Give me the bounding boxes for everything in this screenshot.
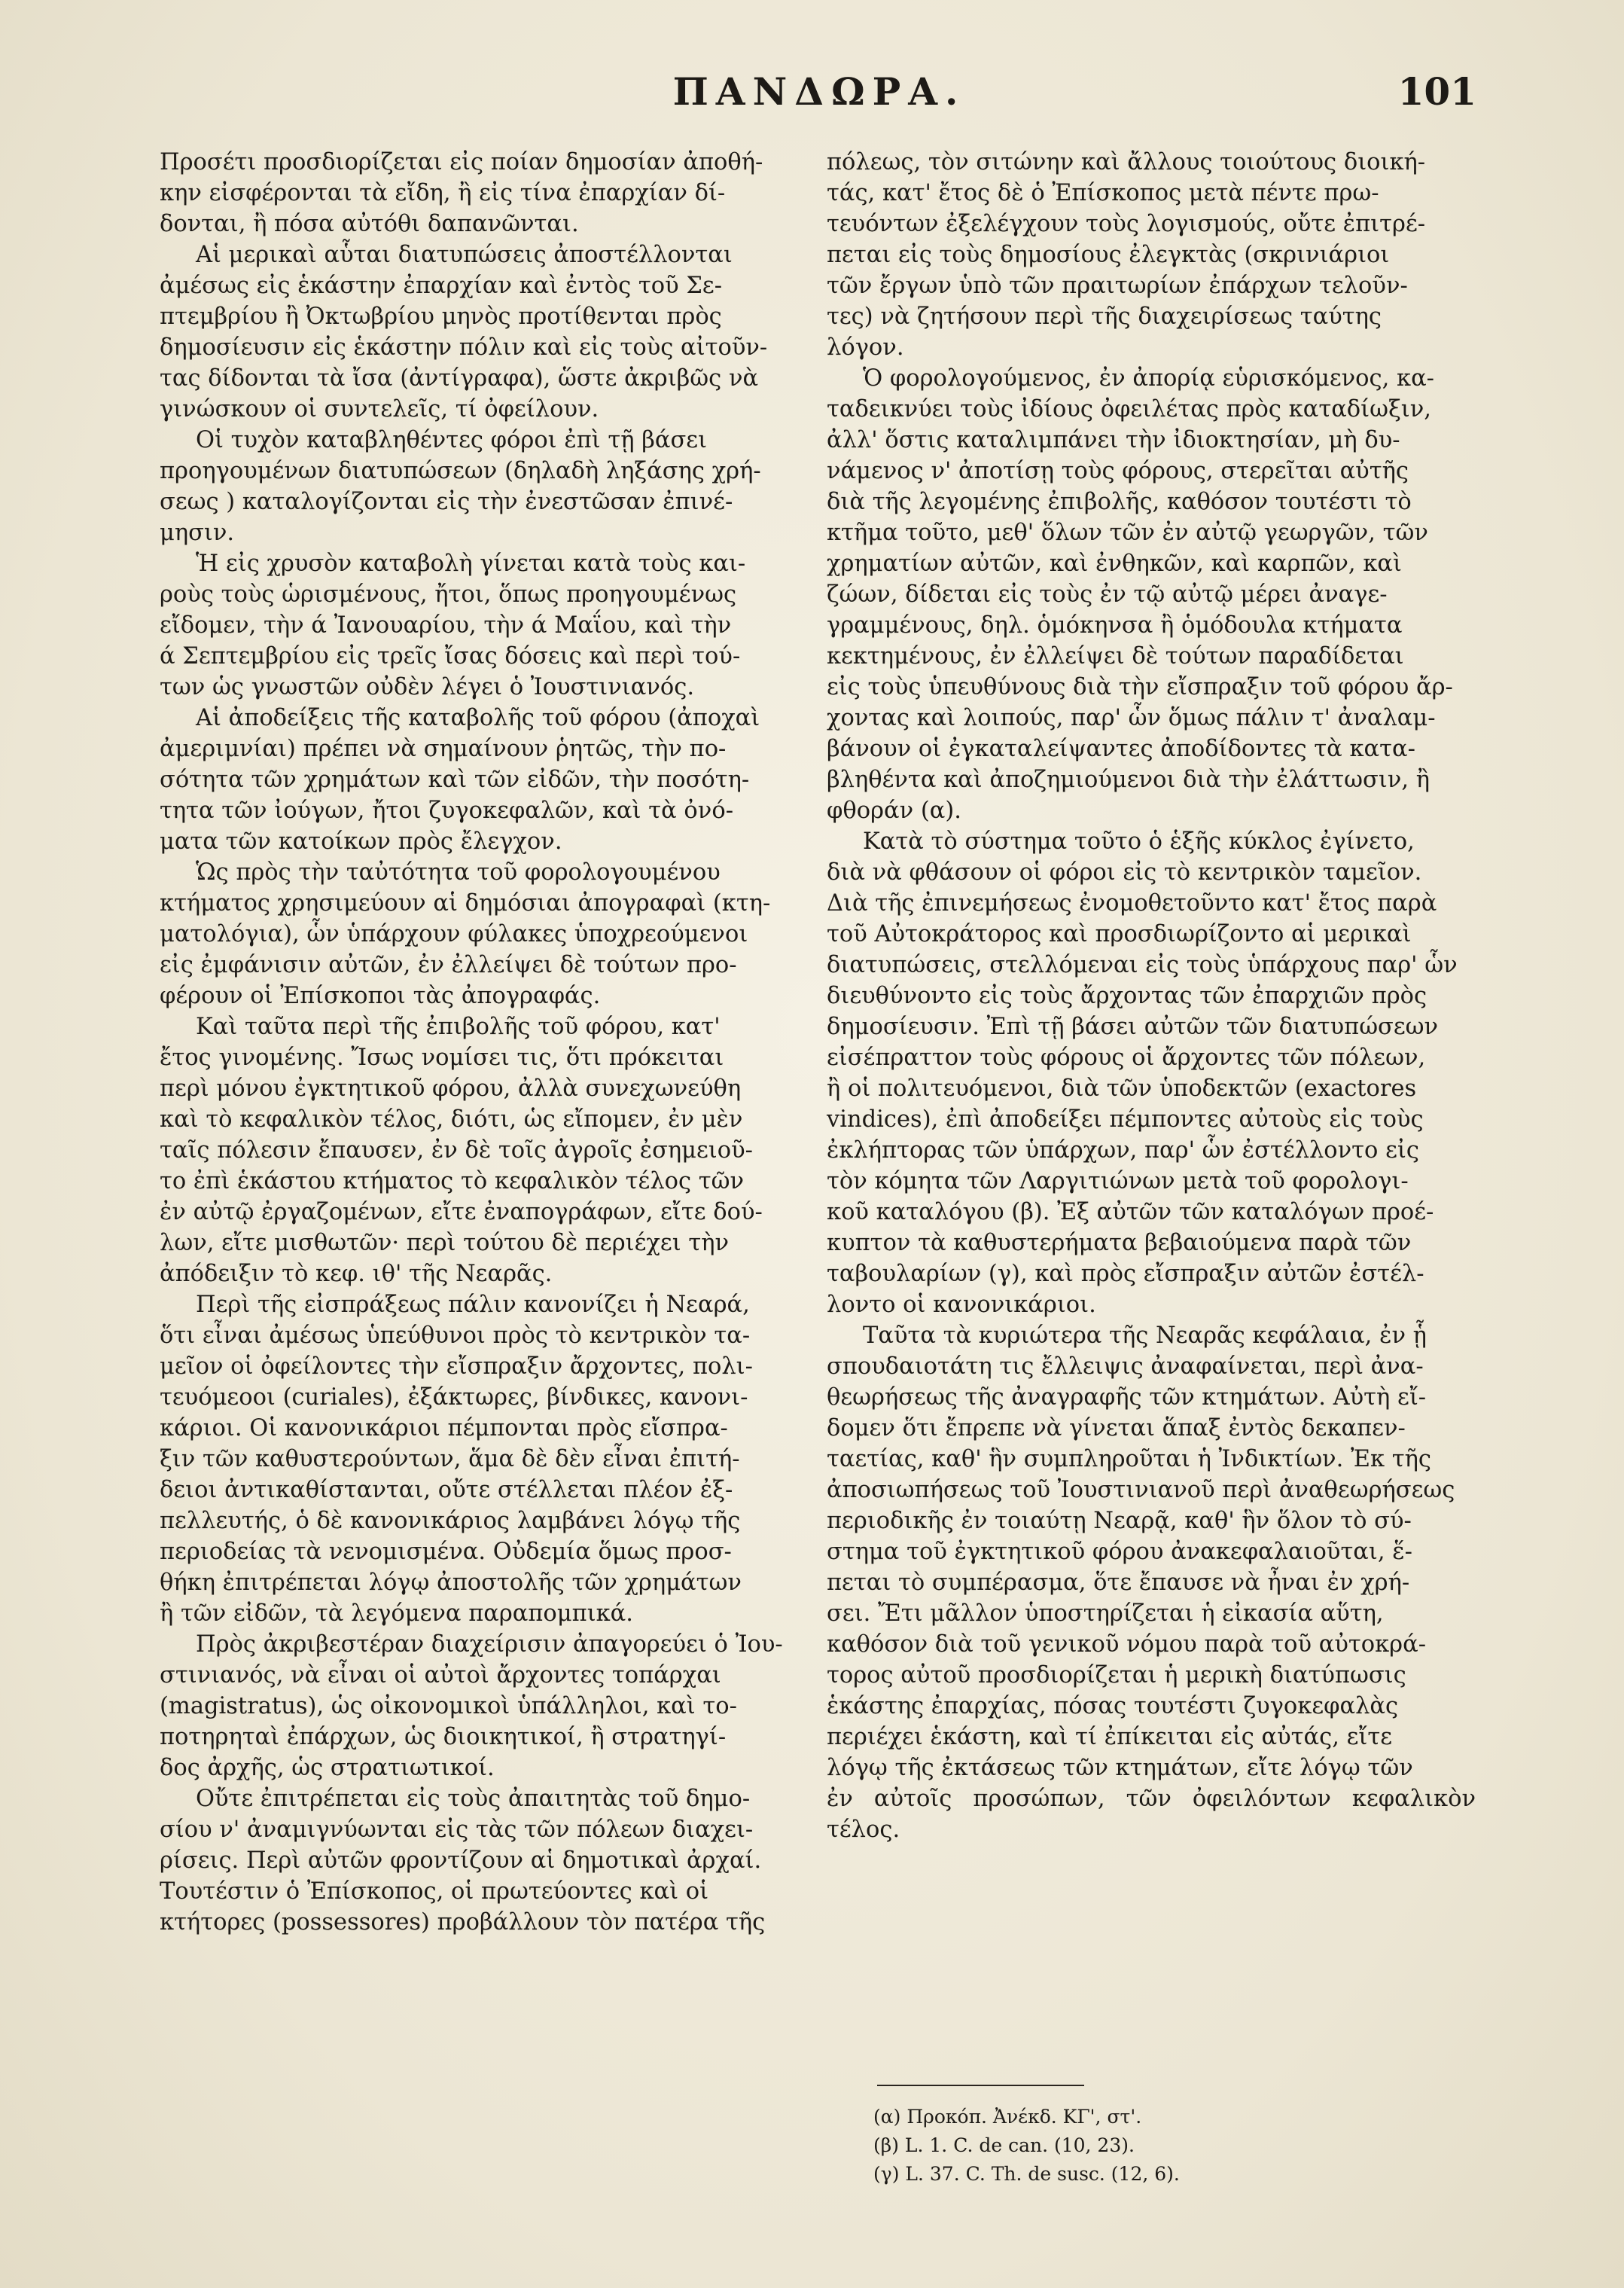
footnote: (β) L. 1. C. de can. (10, 23). [873,2134,1135,2156]
paragraph: Αἱ μερικαὶ αὗται διατυπώσεις ἀποστέλλονται ἀμέσως εἰς ἑκάστην ἐπαρχίαν καὶ ἐντὸς τοῦ Σε- πτεμβρίου ἢ Ὀκτωβρίου μηνὸς προτίθενται πρὸς δημοσίευσιν εἰς ἑκάστην πόλιν καὶ εἰς τοὺς αἰτοῦν- τας δίδονται τὰ ἴσα (ἀντίγραφα), ὥστε ἀκριβῶς νὰ γινώσκουν οἱ συντελεῖς, τί ὀφείλουν. [160,242,768,423]
paragraph: πόλεως, τὸν σιτώνην καὶ ἄλλους τοιούτους διοική- τάς, κατ' ἔτος δὲ ὁ Ἐπίσκοπος μετὰ πέντε πρω- τευόντων ἐξελέγχουν τοὺς λογισμούς, οὔτε ἐπιτρέ- πεται εἰς τοὺς δημοσίους ἐλεγκτὰς (σκρινιάριοι τῶν ἔργων ὑπὸ τῶν πραιτωρίων ἐπάρχων τελοῦν- τες) νὰ ζητήσουν περὶ τῆς διαχειρίσεως ταύτης λόγον. [827,149,1426,361]
paragraph: Αἱ ἀποδείξεις τῆς καταβολῆς τοῦ φόρου (ἀποχαὶ ἀμεριμνίαι) πρέπει νὰ σημαίνουν ῥητῶς, τὴν πο- σότητα τῶν χρημάτων καὶ τῶν εἰδῶν, τὴν ποσότη- τητα τῶν ἰούγων, ἤτοι ζυγοκεφαλῶν, καὶ τὰ ὀνό- ματα τῶν κατοίκων πρὸς ἔλεγχον. [160,705,760,855]
paragraph: Κατὰ τὸ σύστημα τοῦτο ὁ ἑξῆς κύκλος ἐγίνετο, διὰ νὰ φθάσουν οἱ φόροι εἰς τὸ κεντρικὸν ταμεῖον. Διὰ τῆς ἐπινεμήσεως ἐνομοθετοῦντο κατ' ἔτος παρὰ τοῦ Αὐτοκράτορος καὶ προσδιωρίζοντο αἱ μερικαὶ διατυπώσεις, στελλόμεναι εἰς τοὺς ὑπάρχους παρ' ὧν διευθύνοντο εἰς τοὺς ἄρχοντας τῶν ἐπαρχιῶν πρὸς δημοσίευσιν. Ἐπὶ τῇ βάσει αὐτῶν τῶν διατυπώσεων εἰσέπραττον τοὺς φόρους οἱ ἄρχοντες τῶν πόλεων, ἢ οἱ πολιτευόμενοι, διὰ τῶν ὑποδεκτῶν (exactores vindices), ἐπὶ ἀποδείξει πέμποντες αὐτοὺς εἰς τοὺς ἐκλήπτορας τῶν ὑπάρχων, παρ' ὧν ἐστέλλοντο εἰς τὸν κόμητα τῶν Λαργιτιώνων μετὰ τοῦ φορολογι- κοῦ καταλόγου (β). Ἐξ αὐτῶν τῶν καταλόγων προέ- κυπτον τὰ καθυστερήματα βεβαιούμενα παρὰ τῶν ταβουλαρίων (γ), καὶ πρὸς εἴσπραξιν αὐτῶν ἐστέλ- λοντο οἱ κανονικάριοι. [827,828,1458,1318]
footnote: (α) Προκόπ. Ἀνέκδ. ΚΓ', στ'. [873,2106,1142,2128]
paragraph: Πρὸς ἀκριβεστέραν διαχείρισιν ἀπαγορεύει ὁ Ἰου- στινιανός, νὰ εἶναι οἱ αὐτοὶ ἄρχοντες τοπάρχαι (magistratus), ὡς οἰκονομικοὶ ὑπάλληλοι, καὶ το- ποτηρηταὶ ἐπάρχων, ὡς διοικητικοί, ἢ στρατηγί- δος ἀρχῆς, ὡς στρατιωτικοί. [160,1631,783,1781]
left-column [160,147,835,1938]
paragraph: Καὶ ταῦτα περὶ τῆς ἐπιβολῆς τοῦ φόρου, κατ' ἔτος γινομένης. Ἴσως νομίσει τις, ὅτι πρόκειται περὶ μόνου ἐγκτητικοῦ φόρου, ἀλλὰ συνεχωνεύθη καὶ τὸ κεφαλικὸν τέλος, διότι, ὡς εἴπομεν, ἐν μὲν ταῖς πόλεσιν ἔπαυσεν, ἐν δὲ τοῖς ἀγροῖς ἐσημειοῦ- το ἐπὶ ἑκάστου κτήματος τὸ κεφαλικὸν τέλος τῶν ἐν αὐτῷ ἐργαζομένων, εἴτε ἐναπογράφων, εἴτε δού- λων, εἴτε μισθωτῶν· περὶ τούτου δὲ περιέχει τὴν ἀπόδειξιν τὸ κεφ. ιθ' τῆς Νεαρᾶς. [160,1014,763,1287]
paragraph: Ἡ εἰς χρυσὸν καταβολὴ γίνεται κατὰ τοὺς και- ροὺς τοὺς ὡρισμένους, ἤτοι, ὅπως προηγουμένως εἴδομεν, τὴν ά Ἰανουαρίου, τὴν ά Μαΐου, καὶ τὴν ά Σεπτεμβρίου εἰς τρεῖς ἴσας δόσεις καὶ περὶ τού- των ὡς γνωστῶν οὐδὲν λέγει ὁ Ἰουστινιανός. [160,551,746,700]
paragraph: Ὡς πρὸς τὴν ταὐτότητα τοῦ φορολογουμένου κτήματος χρησιμεύουν αἱ δημόσιαι ἀπογραφαὶ (κτη- ματολόγια), ὧν ὑπάρχουν φύλακες ὑποχρεούμενοι εἰς ἐμφάνισιν αὐτῶν, ἐν ἐλλείψει δὲ τούτων προ- φέρουν οἱ Ἐπίσκοποι τὰς ἀπογραφάς. [160,859,771,1009]
page-header [162,69,1476,122]
paragraph: Οὔτε ἐπιτρέπεται εἰς τοὺς ἀπαιτητὰς τοῦ δημο- σίου ν' ἀναμιγνύωνται εἰς τὰς τῶν πόλεων διαχει- ρίσεις. Περὶ αὐτῶν φροντίζουν αἱ δημοτικαὶ ἀρχαί. Τουτέστιν ὁ Ἐπίσκοπος, οἱ πρωτεύοντες καὶ οἱ κτήτορες (possessores) προβάλλουν τὸν πατέρα τῆς [160,1786,766,1936]
paragraph: Οἱ τυχὸν καταβληθέντες φόροι ἐπὶ τῇ βάσει προηγουμένων διατυπώσεων (δηλαδὴ ληξάσης χρή- σεως ) καταλογίζονται εἰς τὴν ἐνεστῶσαν ἐπινέ- μησιν. [160,427,761,546]
journal-title: ΠΑΝΔΩΡΑ. [672,69,966,114]
paragraph: Ταῦτα τὰ κυριώτερα τῆς Νεαρᾶς κεφάλαια, ἐν ᾗ σπουδαιοτάτη τις ἔλλειψις ἀναφαίνεται, περὶ ἀνα- θεωρήσεως τῆς ἀναγραφῆς τῶν κτημάτων. Αὐτὴ εἴ- δομεν ὅτι ἔπρεπε νὰ γίνεται ἅπαξ ἐντὸς δεκαπεν- ταετίας, καθ' ἣν συμπληροῦται ἡ Ἰνδικτίων. Ἐκ τῆς ἀποσιωπήσεως τοῦ Ἰουστινιανοῦ περὶ ἀναθεωρήσεως περιοδικῆς ἐν τοιαύτῃ Νεαρᾷ, καθ' ἣν ὅλον τὸ σύ- στημα τοῦ ἐγκτητικοῦ φόρου ἀνακεφαλαιοῦται, ἕ- πεται τὸ συμπέρασμα, ὅτε ἔπαυσε νὰ ἦναι ἐν χρή- σει. Ἔτι μᾶλλον ὑποστηρίζεται ἡ εἰκασία αὕτη, καθόσον διὰ τοῦ γενικοῦ νόμου παρὰ τοῦ αὐτοκρά- τορος αὐτοῦ προσδιορίζεται ἡ μερικὴ διατύπωσις ἑκάστης ἐπαρχίας, πόσας τουτέστι ζυγοκεφαλὰς περιέχει ἑκάστη, καὶ τί ἐπίκειται εἰς αὐτάς, εἴτε λόγῳ τῆς ἐκτάσεως τῶν κτημάτων, εἴτε λόγῳ τῶν ἐν αὐτοῖς προσώπων, τῶν ὀφειλόντων κεφαλικὸν τέλος. [827,1322,1476,1843]
paragraph: Περὶ τῆς εἰσπράξεως πάλιν κανονίζει ἡ Νεαρά, ὅτι εἶναι ἀμέσως ὑπεύθυνοι πρὸς τὸ κεντρικὸν τα- μεῖον οἱ ὀφείλοντες τὴν εἴσπραξιν ἄρχοντες, πολι- τευόμεοοι (curiales), ἐξάκτωρες, βίνδικες, κανονι- κάριοι. Οἱ κανονικάριοι πέμπονται πρὸς εἴσπρα- ξιν τῶν καθυστερούντων, ἅμα δὲ δὲν εἶναι ἐπιτή- δειοι ἀντικαθίστανται, οὔτε στέλλεται πλέον ἐξ- πελλευτής, ὁ δὲ κανονικάριος λαμβάνει λόγῳ τῆς περιοδείας τὰ νενομισμένα. Οὐδεμία ὅμως προσ- θήκη ἐπιτρέπεται λόγῳ ἀποστολῆς τῶν χρημάτων ἢ τῶν εἰδῶν, τὰ λεγόμενα παραπομπικά. [160,1292,753,1627]
footnotes [873,2103,1400,2189]
page-number: 101 [1397,69,1476,114]
paragraph: Ὁ φορολογούμενος, ἐν ἀπορίᾳ εὑρισκόμενος, κα- ταδεικνύει τοὺς ἰδίους ὀφειλέτας πρὸς καταδίωξιν, ἀλλ' ὅστις καταλιμπάνει τὴν ἰδιοκτησίαν, μὴ δυ- νάμενος ν' ἀποτίσῃ τοὺς φόρους, στερεῖται αὐτῆς διὰ τῆς λεγομένης ἐπιβολῆς, καθόσον τουτέστι τὸ κτῆμα τοῦτο, μεθ' ὅλων τῶν ἐν αὐτῷ γεωργῶν, τῶν χρηματίων αὐτῶν, καὶ ἐνθηκῶν, καὶ καρπῶν, καὶ ζώων, δίδεται εἰς τοὺς ἐν τῷ αὐτῷ μέρει ἀναγε- γραμμένους, δηλ. ὁμόκηνσα ἢ ὁμόδουλα κτήματα κεκτημένους, ἐν ἐλλείψει δὲ τούτων παραδίδεται εἰς τοὺς ὑπευθύνους διὰ τὴν εἴσπραξιν τοῦ φόρου ἄρ- χοντας καὶ λοιπούς, παρ' ὧν ὅμως πάλιν τ' ἀναλαμ- βάνουν οἱ ἐγκαταλείψαντες ἀποδίδοντες τὰ κατα- βληθέντα καὶ ἀποζημιούμενοι διὰ τὴν ἐλάττωσιν, ἢ φθοράν (α). [827,365,1453,824]
footnote: (γ) L. 37. C. Th. de susc. (12, 6). [873,2163,1180,2185]
footnote-divider [877,2085,1084,2086]
paragraph: Προσέτι προσδιορίζεται εἰς ποίαν δημοσίαν ἀποθή- κην εἰσφέρονται τὰ εἴδη, ἢ εἰς τίνα ἐπαρχίαν δί- δονται, ἢ πόσα αὐτόθι δαπανῶνται. [160,149,763,237]
right-column [827,147,1476,1845]
